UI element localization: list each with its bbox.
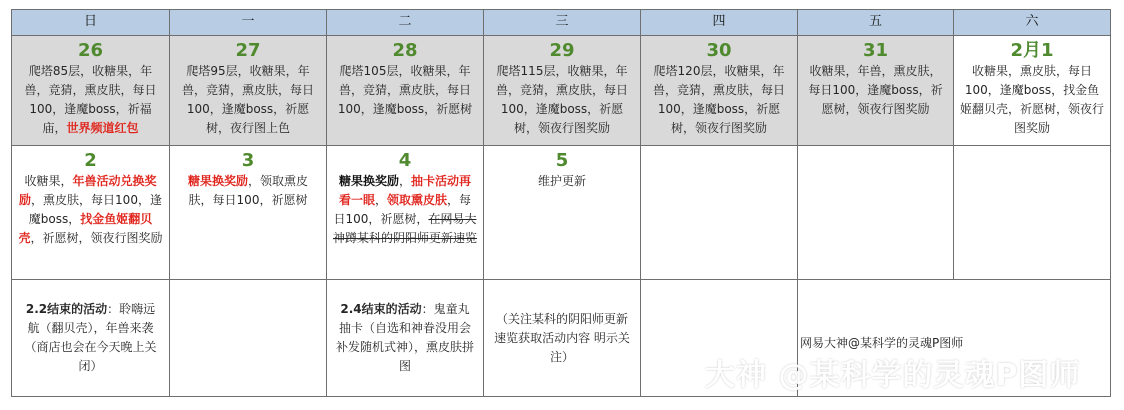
weekday-header-mon: 一 <box>170 10 327 36</box>
day-number: 28 <box>392 40 418 61</box>
highlight-task: 领取熏皮肤 <box>387 193 448 207</box>
weekday-header-thu: 四 <box>641 10 798 36</box>
struck-task: 在网易大神蹲某科的阴阳师更新速览 <box>333 212 478 245</box>
day-number: 29 <box>549 40 575 61</box>
task-text: 爬塔95层，收糖果，年兽，竞猜，熏皮肤，每日100，逢魔boss，祈愿树，夜行图上色 <box>181 64 314 135</box>
day-number: 26 <box>77 40 104 61</box>
credit-text: 网易大神@某科学的灵魂P图师 <box>800 336 964 350</box>
day-tasks <box>484 172 640 191</box>
day-cell <box>484 146 641 280</box>
day-tasks <box>484 62 640 138</box>
day-tasks <box>170 172 326 210</box>
day-cell <box>12 146 170 280</box>
task-text: 爬塔115层，收糖果，年兽，竞猜，熏皮肤，每日100，逢魔boss，祈愿树，领夜行图奖励 <box>495 64 628 135</box>
day-number: 4 <box>398 150 412 171</box>
weekday-header-sun: 日 <box>12 10 170 36</box>
day-cell <box>327 146 484 280</box>
day-cell <box>170 36 327 146</box>
day-tasks <box>327 62 483 119</box>
task-text: ，祈愿树，领夜行图奖励 <box>30 231 163 245</box>
weekday-header-tue: 二 <box>327 10 484 36</box>
day-tasks <box>798 62 953 119</box>
highlight-task: 世界频道红包 <box>66 121 139 135</box>
day-tasks <box>12 172 169 248</box>
day-cell <box>641 146 798 280</box>
day-number: 2月1 <box>1010 40 1054 61</box>
highlight-task: 糖果换奖励 <box>187 174 248 188</box>
weekday-header-wed: 三 <box>484 10 641 36</box>
day-cell <box>12 36 170 146</box>
week-row-2 <box>12 146 1111 280</box>
day-number: 27 <box>235 40 261 61</box>
task-text: 收糖果， <box>24 174 73 188</box>
weekday-header-row <box>12 10 1111 36</box>
task-text: 糖果换奖励 <box>338 174 399 188</box>
task-text: ，熏皮肤，每日100，逢魔boss， <box>28 193 162 226</box>
day-cell <box>954 146 1111 280</box>
day-tasks <box>641 62 797 138</box>
task-text: 爬塔85层，收糖果，年兽，竞猜，熏皮肤，每日100，逢魔boss，祈福庙， <box>24 64 157 135</box>
day-number: 5 <box>555 150 569 171</box>
note-label-tue: 2.4结束的活动 <box>340 302 422 316</box>
highlight-task: 年兽活动兑换奖励 <box>19 174 157 207</box>
note-cell-tue <box>327 280 484 397</box>
task-text: ， <box>374 193 387 207</box>
note-text-wed: （关注某科的阴阳师更新速览获取活动内容 明示关注） <box>494 311 630 364</box>
day-tasks <box>170 62 326 138</box>
highlight-task: 抽卡活动再看一眼 <box>338 174 472 207</box>
task-text: 爬塔120层，收糖果，年兽，竞猜，熏皮肤，每日100，逢魔boss，祈愿树，领夜行图奖励 <box>652 64 785 135</box>
day-number: 30 <box>706 40 732 61</box>
task-text: 爬塔105层，收糖果，年兽，竞猜，熏皮肤，每日100，逢魔boss，祈愿树 <box>337 64 473 116</box>
day-cell <box>484 36 641 146</box>
task-text: ，每日100，祈愿树， <box>333 193 472 226</box>
weekday-header-sat: 六 <box>954 10 1111 36</box>
day-tasks <box>12 62 169 138</box>
task-text: 收糖果，熏皮肤，每日100，逢魔boss，找金鱼姬翻贝壳，祈愿树，领夜行图奖励 <box>960 64 1105 135</box>
day-tasks <box>327 172 483 248</box>
day-cell <box>798 146 954 280</box>
note-text-tue: ：鬼童丸抽卡（自选和神眷没用会补发随机式神），熏皮肤拼图 <box>335 302 474 373</box>
note-cell-sun <box>12 280 170 397</box>
highlight-task: 找金鱼姬翻贝壳 <box>18 212 153 245</box>
day-cell <box>954 36 1111 146</box>
day-cell <box>798 36 954 146</box>
day-cell <box>641 36 798 146</box>
note-label-sun: 2.2结束的活动 <box>25 302 108 316</box>
note-cell-wed <box>484 280 641 397</box>
watermark: 大神 @某科学的灵魂P图师 <box>705 358 1081 393</box>
task-text: ， <box>398 174 411 188</box>
day-tasks <box>954 62 1110 138</box>
weekday-header-fri: 五 <box>798 10 954 36</box>
task-text: 收糖果，年兽，熏皮肤，每日100，逢魔boss，祈愿树，领夜行图奖励 <box>808 64 943 116</box>
task-text: 维护更新 <box>537 174 586 188</box>
task-text: ，领取熏皮肤，每日100，祈愿树 <box>188 174 309 207</box>
day-number: 2 <box>84 150 97 171</box>
day-number: 31 <box>862 40 889 61</box>
day-cell <box>170 146 327 280</box>
note-cell-mon <box>170 280 327 397</box>
week-row-1 <box>12 36 1111 146</box>
note-text-sun: ：聆嗨远航（翻贝壳），年兽来袭（商店也会在今天晚上关闭） <box>24 302 157 373</box>
day-number: 3 <box>241 150 255 171</box>
day-cell <box>327 36 484 146</box>
